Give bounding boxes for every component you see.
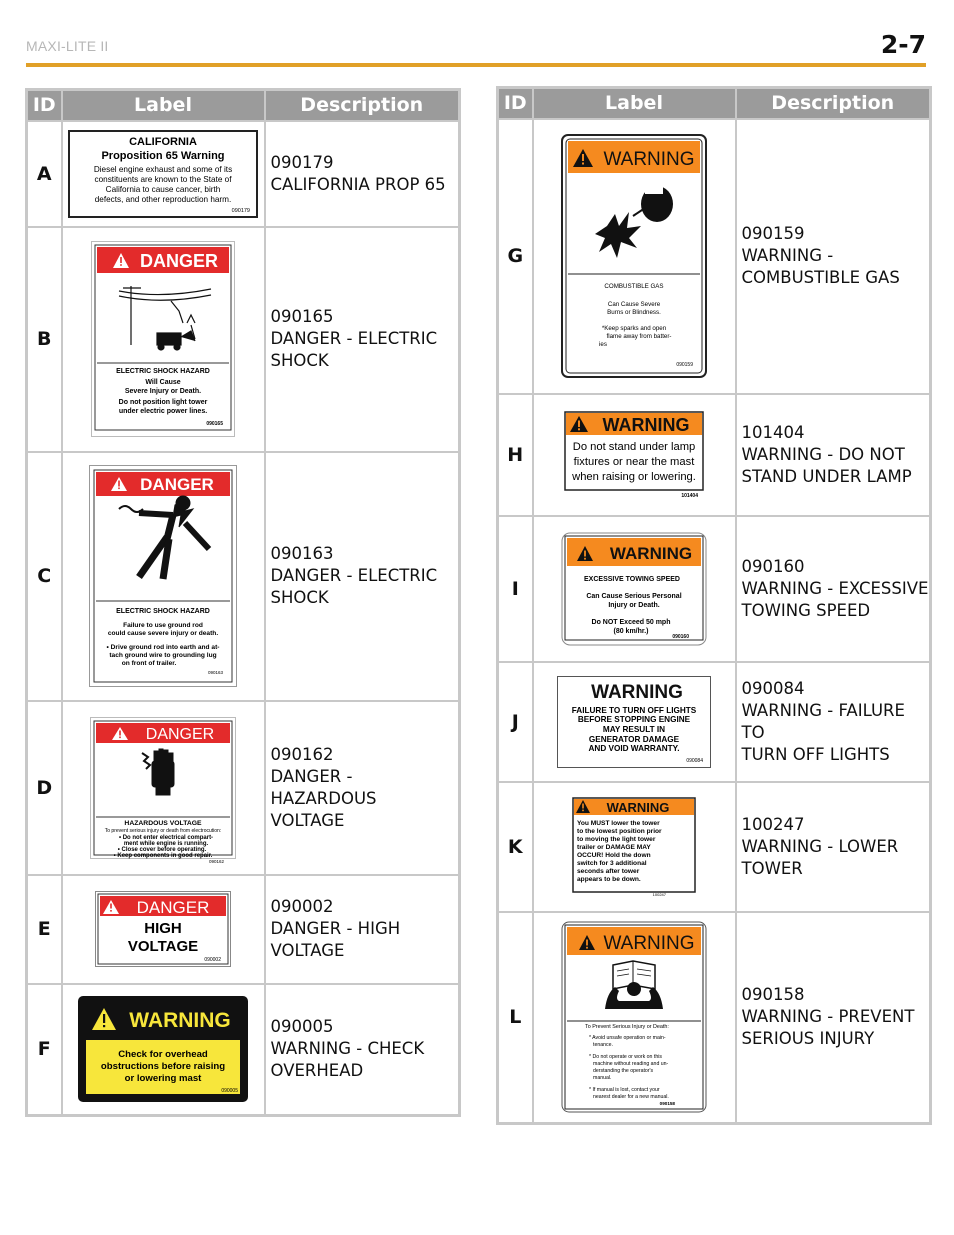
- row-id: J: [498, 662, 533, 782]
- label-image-cell: [533, 516, 736, 662]
- svg-text:101404: 101404: [681, 492, 698, 499]
- svg-text:WARNING: WARNING: [129, 1009, 231, 1033]
- svg-text:Do NOT Exceed 50 mph: Do NOT Exceed 50 mph: [591, 618, 671, 626]
- svg-text:(80 km/hr.): (80 km/hr.): [613, 627, 649, 635]
- svg-text:To prevent serious injury or d: To prevent serious injury or death from electrocution:: [104, 827, 222, 834]
- svg-text:or lowering mast: or lowering mast: [124, 1073, 202, 1085]
- svg-text:WARNING: WARNING: [603, 933, 695, 955]
- svg-text:Can Cause Severe: Can Cause Severe: [607, 301, 661, 308]
- svg-text:Do not position light tower: Do not position light tower: [118, 399, 208, 406]
- row-id: K: [498, 782, 533, 912]
- svg-text:WARNING: WARNING: [602, 414, 690, 435]
- svg-text:Can Cause Serious Personal: Can Cause Serious Personal: [586, 592, 682, 600]
- svg-text:switch for 3 additional: switch for 3 additional: [577, 859, 647, 867]
- svg-text:fixtures or near the mast: fixtures or near the mast: [573, 455, 695, 468]
- svg-text:090163: 090163: [207, 670, 223, 675]
- table-row: [27, 875, 460, 984]
- warning-lower-tower-decal: [572, 797, 696, 897]
- svg-text:090160: 090160: [672, 633, 689, 640]
- labels-table-left: [25, 88, 461, 1117]
- labels-table-right: [496, 86, 932, 1125]
- label-description: 090165 DANGER - ELECTRIC SHOCK: [265, 227, 460, 452]
- table-row: [498, 394, 931, 516]
- svg-text:derstanding the operator's: derstanding the operator's: [593, 1068, 654, 1075]
- svg-text:* Avoid unsafe operation or ma: * Avoid unsafe operation or main-: [589, 1035, 666, 1042]
- svg-text:• Do not enter electrical comp: • Do not enter electrical compart-: [118, 834, 214, 841]
- svg-text:trailer or DAMAGE MAY: trailer or DAMAGE MAY: [577, 843, 651, 851]
- svg-text:• Close cover before operating: • Close cover before operating.: [117, 846, 207, 853]
- svg-text:OCCUR! Hold the down: OCCUR! Hold the down: [577, 851, 651, 859]
- svg-text:to moving the light tower: to moving the light tower: [577, 835, 656, 843]
- svg-text:tenance.: tenance.: [593, 1042, 613, 1049]
- svg-text:WARNING: WARNING: [591, 681, 683, 703]
- table-row: [498, 662, 931, 782]
- svg-text:FAILURE TO TURN OFF LIGHTS: FAILURE TO TURN OFF LIGHTS: [571, 705, 697, 715]
- svg-text:090179: 090179: [231, 207, 250, 214]
- svg-text:WARNING: WARNING: [606, 799, 670, 815]
- svg-text:• Keep components in good repa: • Keep components in good repair.: [113, 852, 213, 859]
- danger-electric-shock-decal: [91, 241, 235, 437]
- svg-text:Injury or Death.: Injury or Death.: [608, 601, 660, 609]
- product-name: MAXI-LITE II: [26, 38, 109, 54]
- label-description: 090084 WARNING - FAILURE TO TURN OFF LIGHTS: [736, 662, 931, 782]
- label-image-cell: [62, 227, 265, 452]
- row-id: A: [27, 121, 62, 227]
- row-id: E: [27, 875, 62, 984]
- svg-text:ELECTRIC SHOCK HAZARD: ELECTRIC SHOCK HAZARD: [116, 368, 210, 375]
- label-image-cell: [62, 701, 265, 875]
- svg-text:* If manual is lost, contact y: * If manual is lost, contact your: [589, 1087, 660, 1094]
- decal-line2: Proposition 65 Warning: [101, 149, 225, 162]
- label-image-cell: [533, 119, 736, 394]
- svg-text:COMBUSTIBLE GAS: COMBUSTIBLE GAS: [604, 283, 664, 290]
- table-row: [498, 912, 931, 1124]
- col-label-header: Label: [62, 90, 265, 121]
- svg-text:California to cause cancer, bi: California to cause cancer, birth: [105, 184, 221, 194]
- label-description: 090002 DANGER - HIGH VOLTAGE: [265, 875, 460, 984]
- svg-text:under electric power lines.: under electric power lines.: [118, 408, 208, 415]
- label-description: 090160 WARNING - EXCESSIVE TOWING SPEED: [736, 516, 931, 662]
- col-description-header: Description: [736, 88, 931, 119]
- svg-text:090084: 090084: [686, 757, 703, 764]
- svg-text:seconds after tower: seconds after tower: [577, 867, 640, 875]
- header-rule: [26, 63, 926, 67]
- svg-text:on front of trailer.: on front of trailer.: [121, 660, 177, 667]
- label-image-cell: [62, 121, 265, 227]
- page-number: 2-7: [880, 30, 926, 59]
- svg-text:DANGER: DANGER: [145, 725, 215, 743]
- label-image-cell: [533, 662, 736, 782]
- svg-text:GENERATOR DAMAGE: GENERATOR DAMAGE: [588, 734, 680, 744]
- table-row: [498, 119, 931, 394]
- svg-text:090005: 090005: [221, 1088, 238, 1095]
- label-image-cell: [62, 452, 265, 701]
- svg-text:when raising or lowering.: when raising or lowering.: [572, 470, 696, 483]
- label-description: 090159 WARNING - COMBUSTIBLE GAS: [736, 119, 931, 394]
- svg-text:appears to be down.: appears to be down.: [577, 875, 641, 883]
- row-id: I: [498, 516, 533, 662]
- svg-text:WARNING: WARNING: [609, 543, 693, 563]
- label-description: 090005 WARNING - CHECK OVERHEAD: [265, 984, 460, 1116]
- label-description: 101404 WARNING - DO NOT STAND UNDER LAMP: [736, 394, 931, 516]
- svg-text:MAY RESULT IN: MAY RESULT IN: [602, 724, 666, 734]
- svg-text:Check for overhead: Check for overhead: [118, 1049, 208, 1061]
- danger-ground-rod-decal: [89, 465, 237, 687]
- svg-text:constituents are known to the: constituents are known to the State of: [94, 174, 232, 184]
- row-id: D: [27, 701, 62, 875]
- label-description: 090179 CALIFORNIA PROP 65: [265, 121, 460, 227]
- svg-text:100247: 100247: [652, 891, 666, 897]
- svg-text:manual.: manual.: [593, 1075, 612, 1082]
- svg-text:ment while engine is running.: ment while engine is running.: [123, 840, 209, 847]
- warning-towing-speed-decal: [561, 532, 707, 646]
- col-id-header: ID: [498, 88, 533, 119]
- read-manual-icon: [605, 961, 663, 1009]
- label-description: 100247 WARNING - LOWER TOWER: [736, 782, 931, 912]
- table-row: [27, 121, 460, 227]
- svg-text:could cause severe injury or d: could cause severe injury or death.: [107, 630, 219, 637]
- svg-text:BEFORE STOPPING ENGINE: BEFORE STOPPING ENGINE: [577, 714, 691, 724]
- danger-high-voltage-decal: [95, 891, 231, 967]
- table-row: [498, 516, 931, 662]
- label-description: 090158 WARNING - PREVENT SERIOUS INJURY: [736, 912, 931, 1124]
- col-id-header: ID: [27, 90, 62, 121]
- svg-text:HIGH: HIGH: [144, 920, 182, 937]
- table-row: [27, 227, 460, 452]
- svg-text:090162: 090162: [208, 858, 224, 864]
- svg-text:nearest dealer for a new manua: nearest dealer for a new manual.: [593, 1094, 669, 1101]
- warning-turn-off-lights-decal: [557, 676, 711, 768]
- svg-text:EXCESSIVE TOWING SPEED: EXCESSIVE TOWING SPEED: [584, 575, 680, 583]
- row-id: L: [498, 912, 533, 1124]
- svg-text:HAZARDOUS VOLTAGE: HAZARDOUS VOLTAGE: [124, 819, 202, 827]
- label-image-cell: [533, 912, 736, 1124]
- row-id: F: [27, 984, 62, 1116]
- svg-text:tach ground wire to grounding: tach ground wire to grounding lug: [109, 652, 217, 659]
- svg-text:to the lowest position prior: to the lowest position prior: [577, 827, 662, 835]
- table-row: [27, 452, 460, 701]
- svg-text:defects, and other reproductio: defects, and other reproduction harm.: [94, 194, 232, 204]
- svg-text:*Keep sparks and open: *Keep sparks and open: [601, 325, 667, 332]
- svg-text:* Do not operate or work on th: * Do not operate or work on this: [589, 1054, 662, 1061]
- svg-text:You MUST lower the tower: You MUST lower the tower: [577, 819, 660, 827]
- row-id: G: [498, 119, 533, 394]
- svg-text:DANGER: DANGER: [140, 475, 214, 494]
- label-image-cell: [62, 984, 265, 1116]
- svg-text:machine without reading and un: machine without reading and un-: [593, 1061, 669, 1068]
- label-image-cell: [62, 875, 265, 984]
- svg-text:090158: 090158: [659, 1101, 675, 1107]
- prop65-decal: [68, 130, 258, 218]
- svg-text:Failure to use ground rod: Failure to use ground rod: [123, 622, 203, 629]
- row-id: C: [27, 452, 62, 701]
- svg-text:Do not stand under lamp: Do not stand under lamp: [572, 440, 696, 453]
- svg-text:AND VOID WARRANTY.: AND VOID WARRANTY.: [588, 743, 680, 753]
- danger-hazardous-voltage-decal: [90, 717, 236, 864]
- decal-line1: CALIFORNIA: [129, 135, 197, 148]
- svg-text:To Prevent Serious Injury or: To Prevent Serious Injury or Death:: [585, 1024, 669, 1031]
- warning-combustible-gas-decal: [561, 134, 707, 378]
- svg-text:Diesel engine exhaust and some: Diesel engine exhaust and some of its: [93, 164, 233, 174]
- svg-text:090159: 090159: [676, 362, 693, 368]
- label-description: 090163 DANGER - ELECTRIC SHOCK: [265, 452, 460, 701]
- svg-text:Severe Injury or Death.: Severe Injury or Death.: [124, 388, 202, 395]
- svg-text:flame away from batter-: flame away from batter-: [606, 333, 672, 340]
- table-row: [27, 701, 460, 875]
- warning-check-overhead-decal: [78, 996, 248, 1102]
- svg-text:WARNING: WARNING: [603, 149, 695, 170]
- svg-text:Will Cause: Will Cause: [145, 379, 181, 386]
- svg-text:• Drive ground rod into earth: • Drive ground rod into earth and at-: [106, 644, 220, 651]
- col-description-header: Description: [265, 90, 460, 121]
- col-label-header: Label: [533, 88, 736, 119]
- warning-stand-under-lamp-decal: [564, 411, 704, 499]
- label-image-cell: [533, 782, 736, 912]
- svg-text:DANGER: DANGER: [136, 898, 210, 917]
- table-row: [27, 984, 460, 1116]
- svg-text:ELECTRIC SHOCK HAZARD: ELECTRIC SHOCK HAZARD: [116, 608, 210, 615]
- row-id: H: [498, 394, 533, 516]
- label-description: 090162 DANGER - HAZARDOUS VOLTAGE: [265, 701, 460, 875]
- warning-prevent-injury-decal: [561, 921, 707, 1113]
- row-id: B: [27, 227, 62, 452]
- table-row: [498, 782, 931, 912]
- svg-text:obstructions before raising: obstructions before raising: [100, 1061, 226, 1073]
- label-image-cell: [533, 394, 736, 516]
- svg-text:090002: 090002: [204, 957, 221, 963]
- svg-text:Burns or Blindness.: Burns or Blindness.: [607, 309, 661, 316]
- svg-text:VOLTAGE: VOLTAGE: [127, 938, 199, 955]
- svg-text:DANGER: DANGER: [139, 251, 219, 271]
- svg-text:ies: ies: [599, 341, 607, 348]
- svg-text:090165: 090165: [206, 421, 223, 427]
